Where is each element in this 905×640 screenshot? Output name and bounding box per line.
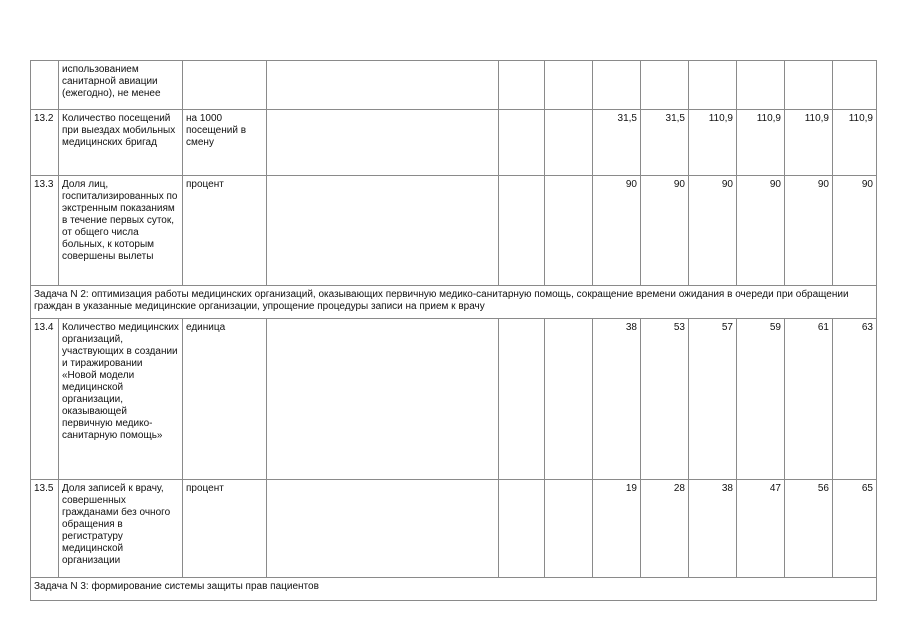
value-cell: 90: [593, 176, 641, 286]
value-cell: 63: [833, 319, 877, 480]
table-row: [31, 61, 877, 110]
task-row: [31, 286, 877, 319]
value-cell: 90: [833, 176, 877, 286]
value-cell: [833, 61, 877, 110]
value-cell: 31,5: [641, 110, 689, 176]
value-cell: 38: [593, 319, 641, 480]
value-cell: [641, 61, 689, 110]
value-cell: 90: [785, 176, 833, 286]
value-cell: 53: [641, 319, 689, 480]
value-cell: 61: [785, 319, 833, 480]
empty-cell: [499, 110, 545, 176]
empty-cell: [267, 61, 499, 110]
value-cell: [785, 61, 833, 110]
value-cell: 90: [641, 176, 689, 286]
indicator-unit: процент: [183, 480, 267, 578]
value-cell: 110,9: [785, 110, 833, 176]
empty-cell: [545, 61, 593, 110]
empty-cell: [545, 480, 593, 578]
indicator-name: Доля лиц, госпитализированных по экстренным показаниям в течение первых суток, от общего числа больных, к которым совершены вылеты: [59, 176, 183, 286]
value-cell: [593, 61, 641, 110]
empty-cell: [499, 176, 545, 286]
empty-cell: [499, 61, 545, 110]
table-row: [31, 176, 877, 286]
indicator-name: Количество медицинских организаций, участвующих в создании и тиражировании «Новой модели медицинской организации, оказывающей первичную медико-санитарную помощь»: [59, 319, 183, 480]
empty-cell: [267, 480, 499, 578]
empty-cell: [545, 110, 593, 176]
value-cell: 59: [737, 319, 785, 480]
value-cell: 65: [833, 480, 877, 578]
value-cell: 90: [737, 176, 785, 286]
value-cell: 38: [689, 480, 737, 578]
table-row: [31, 480, 877, 578]
value-cell: [689, 61, 737, 110]
value-cell: 110,9: [737, 110, 785, 176]
indicator-name: Количество посещений при выездах мобильных медицинских бригад: [59, 110, 183, 176]
value-cell: 19: [593, 480, 641, 578]
empty-cell: [267, 110, 499, 176]
task-row: [31, 578, 877, 601]
empty-cell: [267, 176, 499, 286]
indicators-table: [30, 60, 877, 601]
indicator-unit: на 1000 посещений в смену: [183, 110, 267, 176]
indicator-code: 13.2: [31, 110, 59, 176]
empty-cell: [545, 176, 593, 286]
value-cell: [737, 61, 785, 110]
indicator-unit: процент: [183, 176, 267, 286]
empty-cell: [499, 319, 545, 480]
value-cell: 56: [785, 480, 833, 578]
empty-cell: [545, 319, 593, 480]
value-cell: 28: [641, 480, 689, 578]
indicator-code: 13.4: [31, 319, 59, 480]
indicator-unit: единица: [183, 319, 267, 480]
indicator-name: Доля записей к врачу, совершенных гражданами без очного обращения в регистратуру медицинской организации: [59, 480, 183, 578]
indicator-code: 13.3: [31, 176, 59, 286]
empty-cell: [267, 319, 499, 480]
value-cell: 110,9: [689, 110, 737, 176]
value-cell: 110,9: [833, 110, 877, 176]
task-heading: Задача N 3: формирование системы защиты прав пациентов: [31, 578, 877, 601]
indicator-code: 13.5: [31, 480, 59, 578]
value-cell: 90: [689, 176, 737, 286]
task-heading: Задача N 2: оптимизация работы медицинских организаций, оказывающих первичную медико-санитарную помощь, сокращение времени ожидания в очереди при обращении граждан в указанные медицинские организации, упрощение процедуры записи на прием к врачу: [31, 286, 877, 319]
indicator-unit: [183, 61, 267, 110]
empty-cell: [499, 480, 545, 578]
value-cell: 57: [689, 319, 737, 480]
indicator-name: использованием санитарной авиации (ежегодно), не менее: [59, 61, 183, 110]
value-cell: 47: [737, 480, 785, 578]
table-row: [31, 110, 877, 176]
table-row: [31, 319, 877, 480]
indicator-code: [31, 61, 59, 110]
value-cell: 31,5: [593, 110, 641, 176]
